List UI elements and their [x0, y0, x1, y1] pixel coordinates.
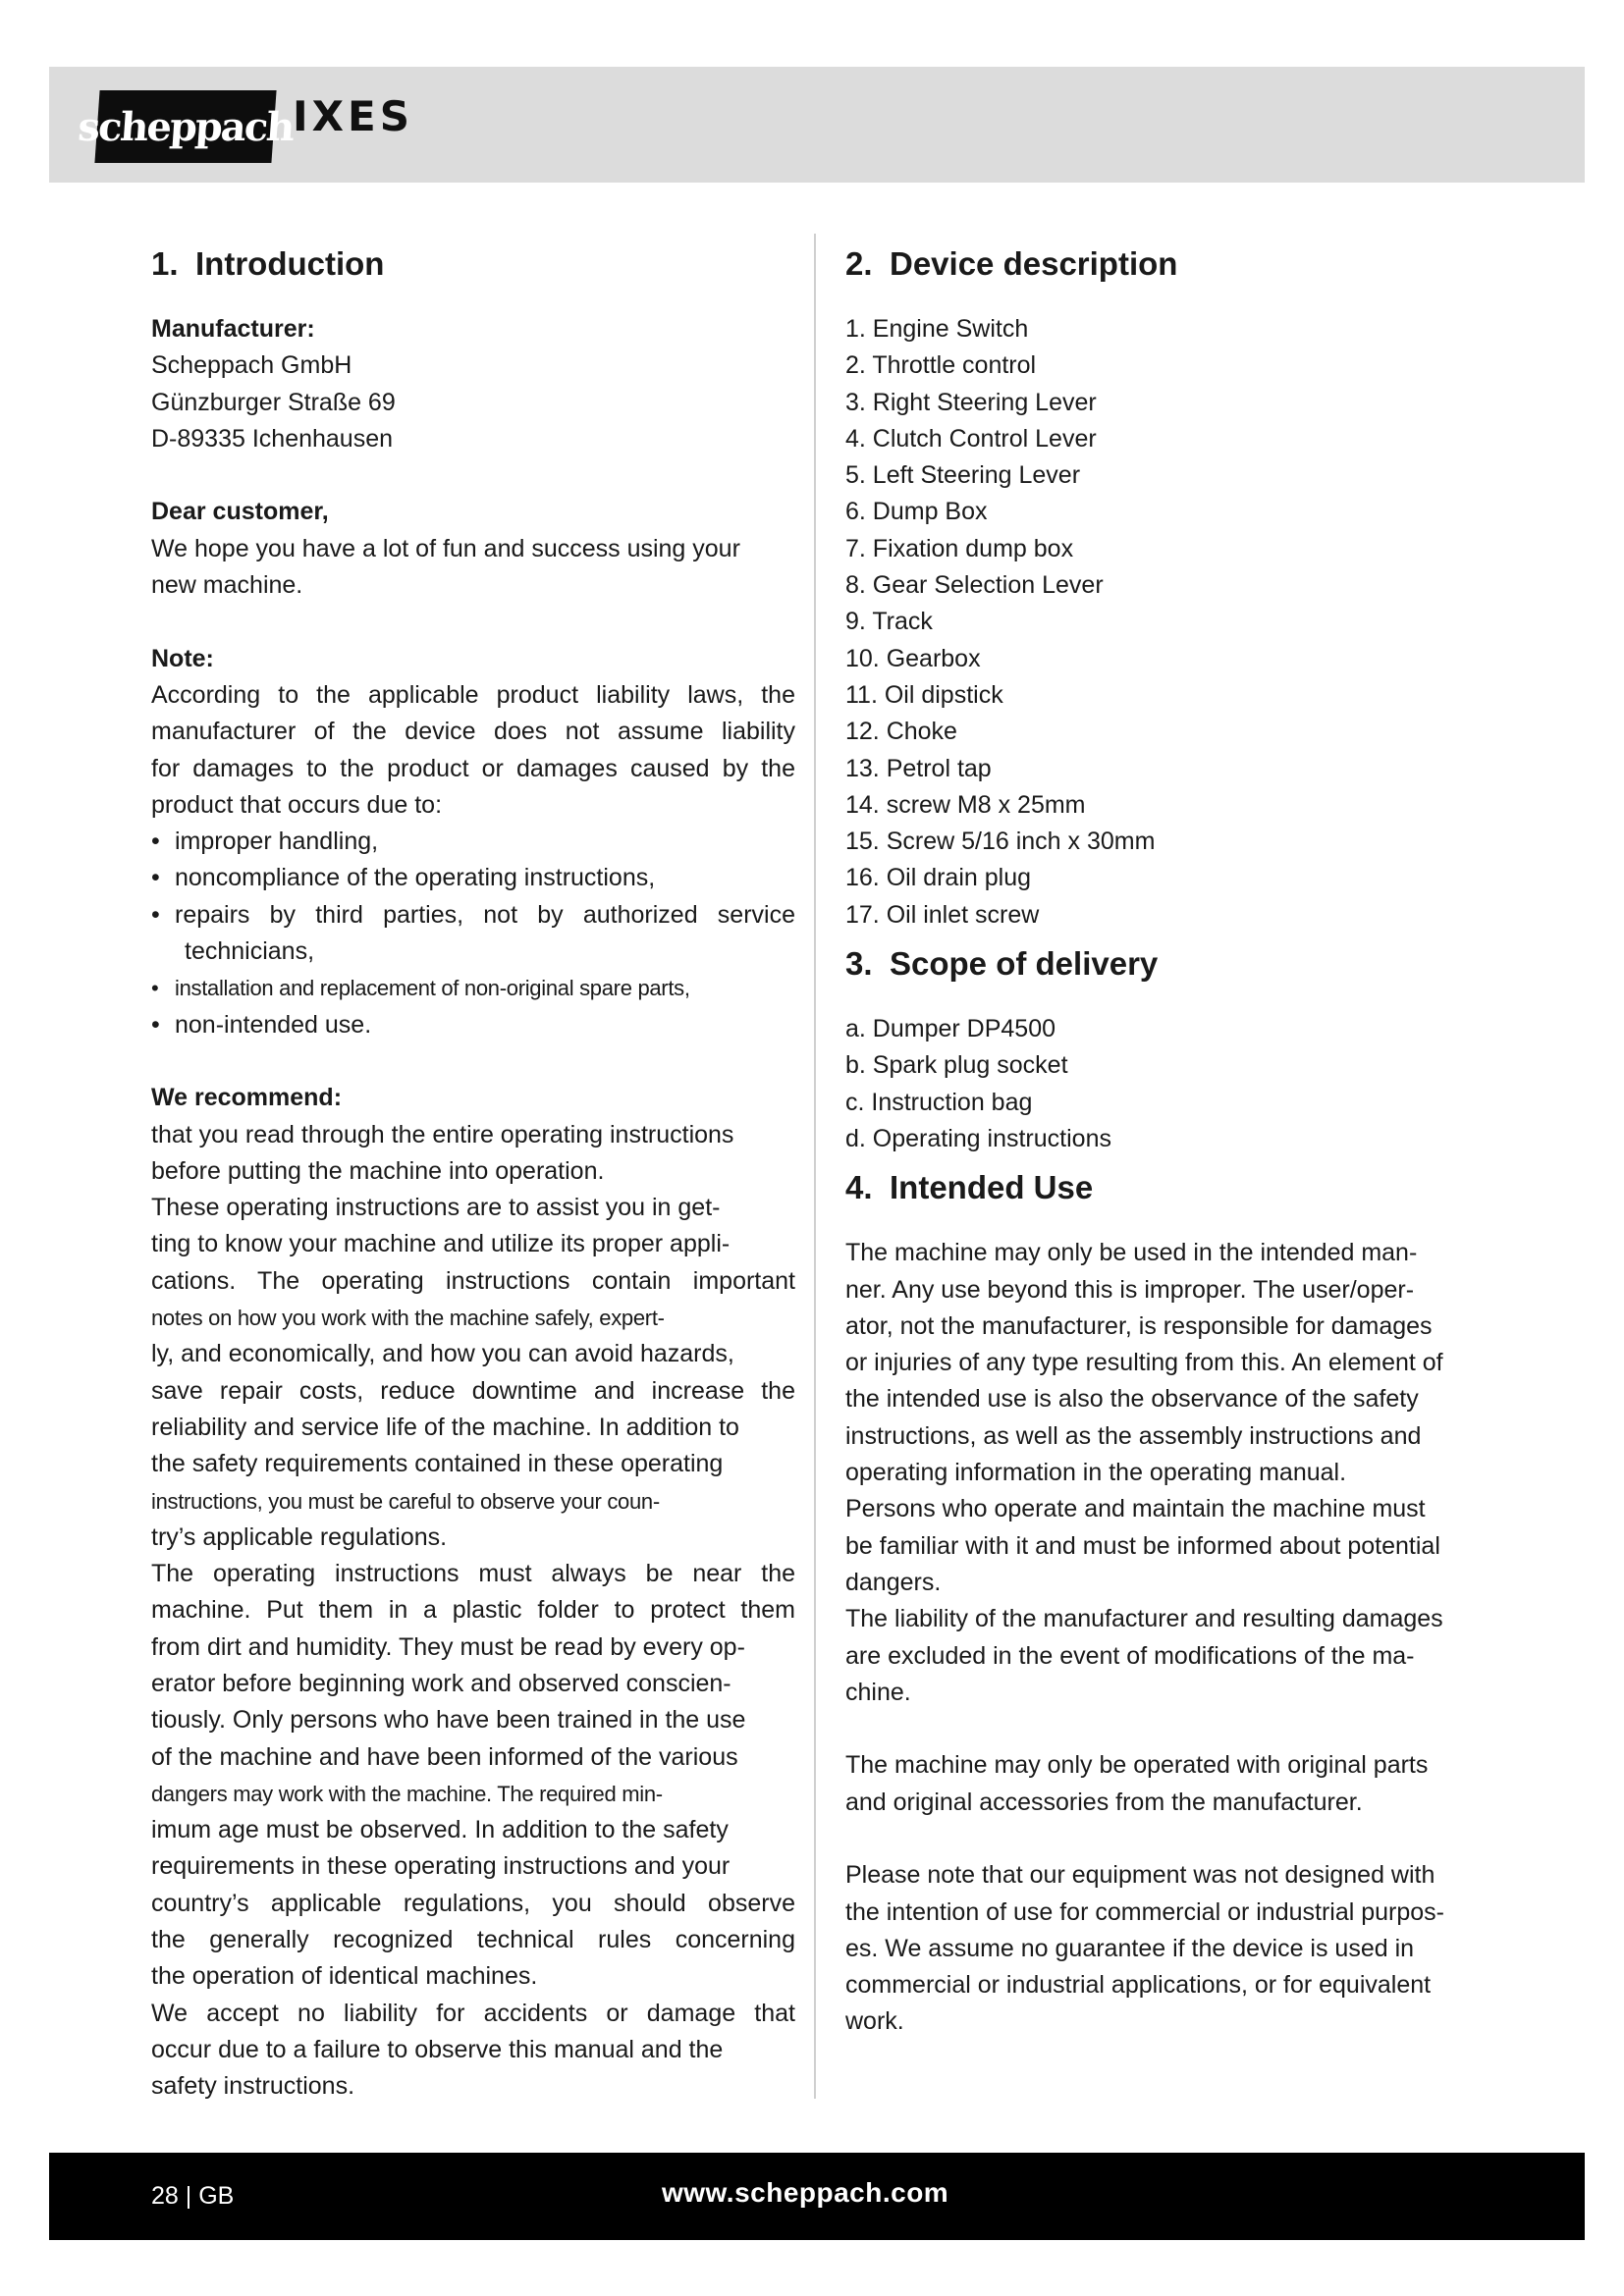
list-item: • installation and replacement of non-original spare parts,	[151, 976, 690, 1001]
text-line: the safety requirements contained in these operating	[151, 1450, 724, 1478]
text-line: imum age must be observed. In addition to the safety	[151, 1816, 729, 1844]
text-line: es. We assume no guarantee if the device is used in	[845, 1934, 1415, 1962]
device-part-item: 17. Oil inlet screw	[845, 900, 1040, 929]
text-line: According to the applicable product liability laws, the	[151, 680, 795, 709]
text-line: reliability and service life of the machine. In addition to	[151, 1413, 739, 1441]
list-item: • repairs by third parties, not by authorized service	[151, 900, 795, 929]
text-line: ator, not the manufacturer, is responsible for damages	[845, 1311, 1433, 1340]
text-line: that you read through the entire operating instructions	[151, 1120, 734, 1148]
left-column	[151, 238, 795, 2106]
text-line: We accept no liability for accidents or damage that	[151, 1999, 795, 2027]
text-line: We hope you have a lot of fun and success using your	[151, 534, 740, 562]
text-line: dangers.	[845, 1568, 942, 1596]
delivery-item: c. Instruction bag	[845, 1088, 1033, 1116]
text-line: machine. Put them in a plastic folder to protect them	[151, 1596, 795, 1625]
recommend-label: We recommend:	[151, 1084, 343, 1112]
text-line: The machine may only be operated with original parts	[845, 1751, 1429, 1780]
text-line: operating information in the operating manual.	[845, 1459, 1347, 1487]
dear-customer-label: Dear customer,	[151, 498, 329, 526]
device-part-item: 15. Screw 5/16 inch x 30mm	[845, 828, 1156, 856]
device-part-item: 16. Oil drain plug	[845, 864, 1032, 892]
delivery-item: a. Dumper DP4500	[845, 1015, 1056, 1043]
text-line: requirements in these operating instructions and your	[151, 1852, 731, 1881]
page-number: 28 | GB	[151, 2182, 235, 2210]
text-line: Please note that our equipment was not designed with	[845, 1861, 1435, 1890]
text-line: country’s applicable regulations, you should observe	[151, 1889, 795, 1917]
text-line: the operation of identical machines.	[151, 1962, 538, 1991]
text-line: are excluded in the event of modifications of the ma-	[845, 1641, 1415, 1670]
text-line: dangers may work with the machine. The required min-	[151, 1781, 663, 1806]
text-line: The operating instructions must always be near the	[151, 1560, 795, 1588]
device-part-item: 14. screw M8 x 25mm	[845, 790, 1086, 819]
device-part-item: 7. Fixation dump box	[845, 534, 1074, 562]
section-heading-introduction: 1. Introduction	[151, 245, 385, 282]
text-line: from dirt and humidity. They must be read by every op-	[151, 1632, 745, 1661]
device-part-item: 10. Gearbox	[845, 644, 981, 672]
text-line: the intention of use for commercial or industrial purpos-	[845, 1897, 1445, 1926]
text-line: or injuries of any type resulting from this. An element of	[845, 1349, 1443, 1377]
text-line: safety instructions.	[151, 2072, 355, 2101]
text-line: instructions, as well as the assembly instructions and	[845, 1421, 1422, 1450]
list-item: • noncompliance of the operating instructions,	[151, 864, 656, 892]
text-line: be familiar with it and must be informed about potential	[845, 1531, 1440, 1560]
delivery-item: d. Operating instructions	[845, 1124, 1111, 1152]
text-line: cations. The operating instructions contain important	[151, 1266, 795, 1295]
section-heading-intended-use: 4. Intended Use	[845, 1169, 1094, 1206]
device-part-item: 5. Left Steering Lever	[845, 461, 1081, 490]
text-line: before putting the machine into operation.	[151, 1156, 605, 1185]
scheppach-logo: scheppach	[94, 90, 276, 163]
text-line: occur due to a failure to observe this manual and the	[151, 2035, 724, 2063]
text-line: product that occurs due to:	[151, 790, 443, 819]
text-line: for damages to the product or damages caused by the	[151, 754, 795, 782]
page-footer	[49, 2153, 1585, 2240]
list-item-continuation: technicians,	[185, 937, 315, 966]
website-link[interactable]: www.scheppach.com	[662, 2177, 949, 2208]
text-line: manufacturer of the device does not assume liability	[151, 718, 795, 746]
list-item: • improper handling,	[151, 828, 379, 856]
note-label: Note:	[151, 644, 214, 672]
column-divider	[814, 234, 816, 2099]
delivery-item: b. Spark plug socket	[845, 1051, 1068, 1080]
device-part-item: 12. Choke	[845, 718, 957, 746]
device-part-item: 11. Oil dipstick	[845, 680, 1003, 709]
list-item: • non-intended use.	[151, 1010, 372, 1039]
text-line: tiously. Only persons who have been trained in the use	[151, 1706, 746, 1735]
text-line: Scheppach GmbH	[151, 351, 352, 380]
device-part-item: 8. Gear Selection Lever	[845, 571, 1104, 600]
text-line: Persons who operate and maintain the machine must	[845, 1495, 1426, 1523]
text-line: ly, and economically, and how you can avoid hazards,	[151, 1340, 734, 1368]
section-heading-device-description: 2. Device description	[845, 245, 1178, 282]
device-part-item: 9. Track	[845, 608, 933, 636]
text-line: The machine may only be used in the intended man-	[845, 1239, 1418, 1267]
text-line: instructions, you must be careful to observe your coun-	[151, 1488, 660, 1514]
section-heading-scope-of-delivery: 3. Scope of delivery	[845, 945, 1159, 983]
text-line: chine.	[845, 1678, 911, 1706]
manufacturer-label: Manufacturer:	[151, 315, 315, 343]
text-line: ner. Any use beyond this is improper. The user/oper-	[845, 1275, 1415, 1304]
device-part-item: 1. Engine Switch	[845, 315, 1029, 343]
text-line: commercial or industrial applications, or for equivalent	[845, 1971, 1432, 2000]
text-line: try’s applicable regulations.	[151, 1522, 448, 1551]
text-line: new machine.	[151, 571, 303, 600]
device-part-item: 6. Dump Box	[845, 498, 988, 526]
text-line: of the machine and have been informed of the various	[151, 1742, 738, 1771]
text-line: These operating instructions are to assist you in get-	[151, 1194, 721, 1222]
text-line: ting to know your machine and utilize its proper appli-	[151, 1230, 731, 1258]
ixes-brand-logo: IXES	[293, 92, 413, 140]
text-line: The liability of the manufacturer and resulting damages	[845, 1605, 1443, 1633]
device-part-item: 2. Throttle control	[845, 351, 1037, 380]
text-line: Günzburger Straße 69	[151, 388, 396, 416]
text-line: notes on how you work with the machine safely, expert-	[151, 1306, 665, 1331]
text-line: erator before beginning work and observed conscien-	[151, 1669, 731, 1697]
device-part-item: 3. Right Steering Lever	[845, 388, 1097, 416]
text-line: the generally recognized technical rules concerning	[151, 1926, 795, 1954]
text-line: and original accessories from the manufacturer.	[845, 1788, 1363, 1816]
device-part-item: 4. Clutch Control Lever	[845, 424, 1097, 453]
text-line: D-89335 Ichenhausen	[151, 424, 394, 453]
page-header	[49, 67, 1585, 183]
device-part-item: 13. Petrol tap	[845, 754, 992, 782]
right-column	[845, 238, 1493, 2041]
text-line: work.	[845, 2007, 904, 2036]
text-line: the intended use is also the observance of the safety	[845, 1385, 1419, 1414]
text-line: save repair costs, reduce downtime and increase the	[151, 1376, 795, 1405]
